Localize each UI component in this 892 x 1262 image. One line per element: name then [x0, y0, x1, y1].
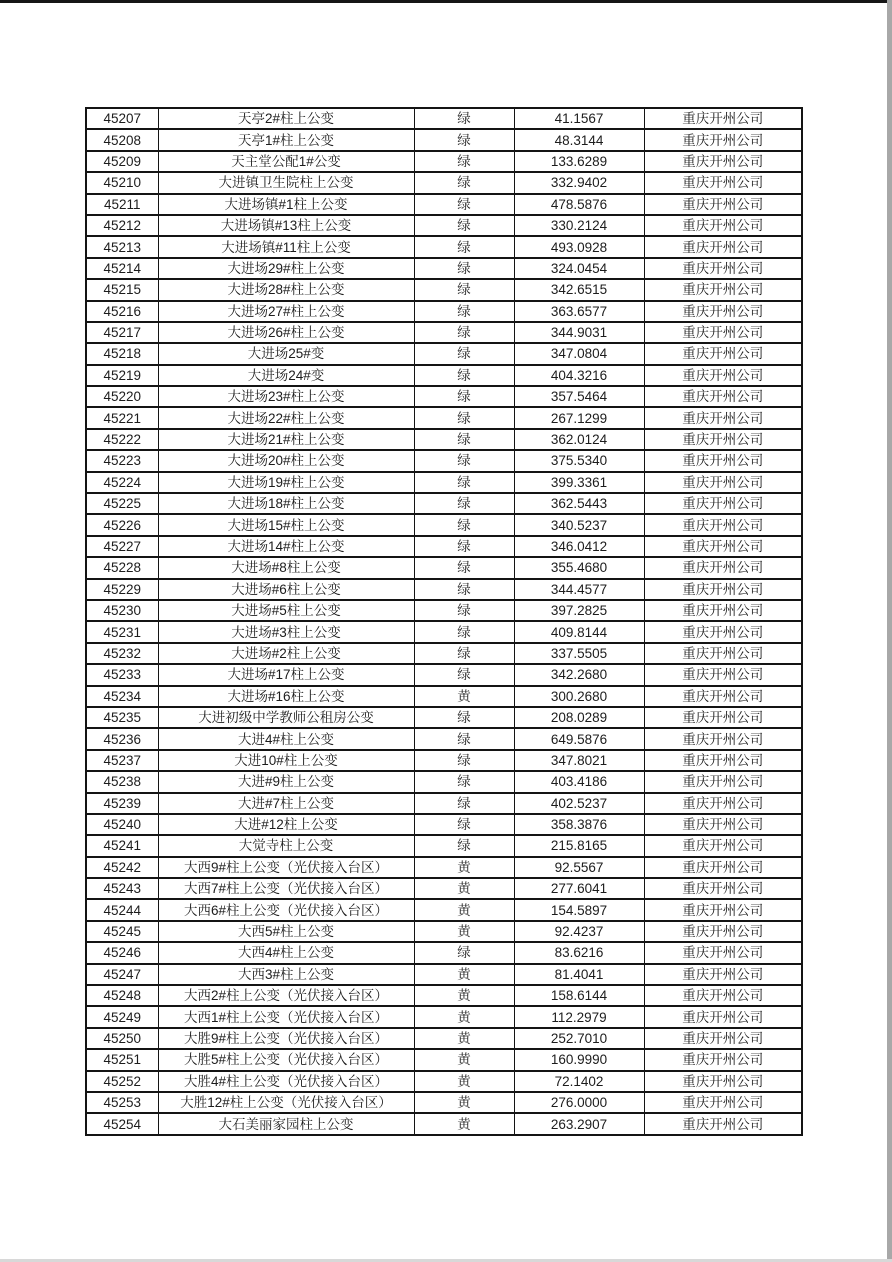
- cell-company: 重庆开州公司: [644, 1049, 802, 1070]
- cell-transformer-name: 大觉寺柱上公变: [158, 835, 414, 856]
- cell-status-color: 绿: [414, 579, 514, 600]
- cell-status-color: 黄: [414, 1092, 514, 1113]
- cell-row-id: 45242: [86, 857, 158, 878]
- cell-status-color: 黄: [414, 1071, 514, 1092]
- cell-status-color: 绿: [414, 108, 514, 129]
- cell-status-color: 绿: [414, 664, 514, 685]
- cell-transformer-name: 大进4#柱上公变: [158, 728, 414, 749]
- cell-value: 493.0928: [514, 236, 644, 257]
- table-row: [86, 1092, 802, 1113]
- table-row: [86, 857, 802, 878]
- cell-status-color: 黄: [414, 1049, 514, 1070]
- cell-status-color: 黄: [414, 899, 514, 920]
- cell-status-color: 黄: [414, 857, 514, 878]
- cell-status-color: 黄: [414, 921, 514, 942]
- cell-value: 358.3876: [514, 814, 644, 835]
- cell-status-color: 绿: [414, 172, 514, 193]
- cell-value: 252.7010: [514, 1028, 644, 1049]
- table-row: [86, 514, 802, 535]
- cell-company: 重庆开州公司: [644, 450, 802, 471]
- cell-company: 重庆开州公司: [644, 899, 802, 920]
- cell-transformer-name: 大进场15#柱上公变: [158, 514, 414, 535]
- table-row: [86, 407, 802, 428]
- cell-company: 重庆开州公司: [644, 686, 802, 707]
- cell-company: 重庆开州公司: [644, 1092, 802, 1113]
- cell-status-color: 绿: [414, 707, 514, 728]
- cell-value: 346.0412: [514, 536, 644, 557]
- cell-transformer-name: 大进#7柱上公变: [158, 793, 414, 814]
- table-row: [86, 793, 802, 814]
- cell-value: 478.5876: [514, 194, 644, 215]
- cell-value: 263.2907: [514, 1113, 644, 1134]
- cell-value: 649.5876: [514, 728, 644, 749]
- table-row: [86, 964, 802, 985]
- cell-status-color: 绿: [414, 514, 514, 535]
- table-row: [86, 236, 802, 257]
- cell-company: 重庆开州公司: [644, 1006, 802, 1027]
- cell-value: 362.5443: [514, 493, 644, 514]
- cell-company: 重庆开州公司: [644, 793, 802, 814]
- cell-value: 324.0454: [514, 258, 644, 279]
- cell-company: 重庆开州公司: [644, 322, 802, 343]
- cell-value: 340.5237: [514, 514, 644, 535]
- cell-row-id: 45248: [86, 985, 158, 1006]
- cell-company: 重庆开州公司: [644, 129, 802, 150]
- cell-company: 重庆开州公司: [644, 643, 802, 664]
- cell-transformer-name: 大西3#柱上公变: [158, 964, 414, 985]
- cell-row-id: 45231: [86, 621, 158, 642]
- cell-transformer-name: 大进场#3柱上公变: [158, 621, 414, 642]
- cell-value: 404.3216: [514, 365, 644, 386]
- cell-transformer-name: 大进场#17柱上公变: [158, 664, 414, 685]
- cell-transformer-name: 大胜5#柱上公变（光伏接入台区）: [158, 1049, 414, 1070]
- table-row: [86, 472, 802, 493]
- cell-value: 363.6577: [514, 301, 644, 322]
- table-row: [86, 1006, 802, 1027]
- cell-company: 重庆开州公司: [644, 664, 802, 685]
- table-row: [86, 1028, 802, 1049]
- cell-row-id: 45234: [86, 686, 158, 707]
- cell-transformer-name: 大进场20#柱上公变: [158, 450, 414, 471]
- cell-transformer-name: 大进场22#柱上公变: [158, 407, 414, 428]
- cell-transformer-name: 大西6#柱上公变（光伏接入台区）: [158, 899, 414, 920]
- table-row: [86, 172, 802, 193]
- cell-value: 342.6515: [514, 279, 644, 300]
- cell-status-color: 绿: [414, 407, 514, 428]
- cell-value: 154.5897: [514, 899, 644, 920]
- cell-value: 267.1299: [514, 407, 644, 428]
- cell-transformer-name: 大西1#柱上公变（光伏接入台区）: [158, 1006, 414, 1027]
- table-row: [86, 750, 802, 771]
- cell-row-id: 45230: [86, 600, 158, 621]
- cell-transformer-name: 大胜12#柱上公变（光伏接入台区）: [158, 1092, 414, 1113]
- table-row: [86, 450, 802, 471]
- cell-company: 重庆开州公司: [644, 557, 802, 578]
- cell-company: 重庆开州公司: [644, 728, 802, 749]
- cell-value: 337.5505: [514, 643, 644, 664]
- cell-status-color: 绿: [414, 536, 514, 557]
- cell-value: 344.4577: [514, 579, 644, 600]
- cell-value: 208.0289: [514, 707, 644, 728]
- cell-transformer-name: 大石美丽家园柱上公变: [158, 1113, 414, 1134]
- cell-company: 重庆开州公司: [644, 194, 802, 215]
- cell-company: 重庆开州公司: [644, 771, 802, 792]
- cell-value: 409.8144: [514, 621, 644, 642]
- cell-transformer-name: 大进场#5柱上公变: [158, 600, 414, 621]
- cell-company: 重庆开州公司: [644, 750, 802, 771]
- cell-row-id: 45210: [86, 172, 158, 193]
- cell-value: 83.6216: [514, 942, 644, 963]
- cell-value: 402.5237: [514, 793, 644, 814]
- cell-status-color: 绿: [414, 621, 514, 642]
- cell-status-color: 绿: [414, 343, 514, 364]
- cell-company: 重庆开州公司: [644, 472, 802, 493]
- table-row: [86, 1113, 802, 1134]
- table-row: [86, 386, 802, 407]
- cell-value: 92.5567: [514, 857, 644, 878]
- cell-status-color: 绿: [414, 215, 514, 236]
- cell-company: 重庆开州公司: [644, 215, 802, 236]
- cell-status-color: 黄: [414, 1113, 514, 1134]
- table-row: [86, 835, 802, 856]
- cell-row-id: 45246: [86, 942, 158, 963]
- cell-row-id: 45232: [86, 643, 158, 664]
- cell-status-color: 绿: [414, 301, 514, 322]
- table-row: [86, 429, 802, 450]
- cell-row-id: 45241: [86, 835, 158, 856]
- cell-company: 重庆开州公司: [644, 707, 802, 728]
- cell-status-color: 绿: [414, 728, 514, 749]
- cell-row-id: 45233: [86, 664, 158, 685]
- cell-company: 重庆开州公司: [644, 279, 802, 300]
- cell-row-id: 45253: [86, 1092, 158, 1113]
- cell-row-id: 45211: [86, 194, 158, 215]
- cell-value: 300.2680: [514, 686, 644, 707]
- table-row: [86, 686, 802, 707]
- cell-company: 重庆开州公司: [644, 236, 802, 257]
- cell-value: 403.4186: [514, 771, 644, 792]
- cell-value: 92.4237: [514, 921, 644, 942]
- cell-transformer-name: 大进场28#柱上公变: [158, 279, 414, 300]
- cell-transformer-name: 大进10#柱上公变: [158, 750, 414, 771]
- cell-company: 重庆开州公司: [644, 621, 802, 642]
- cell-row-id: 45237: [86, 750, 158, 771]
- cell-value: 342.2680: [514, 664, 644, 685]
- cell-value: 397.2825: [514, 600, 644, 621]
- cell-row-id: 45207: [86, 108, 158, 129]
- cell-transformer-name: 大进镇卫生院柱上公变: [158, 172, 414, 193]
- cell-row-id: 45221: [86, 407, 158, 428]
- table-row: [86, 129, 802, 150]
- cell-transformer-name: 大西2#柱上公变（光伏接入台区）: [158, 985, 414, 1006]
- cell-row-id: 45220: [86, 386, 158, 407]
- cell-status-color: 绿: [414, 793, 514, 814]
- cell-company: 重庆开州公司: [644, 1028, 802, 1049]
- cell-company: 重庆开州公司: [644, 301, 802, 322]
- cell-value: 355.4680: [514, 557, 644, 578]
- cell-company: 重庆开州公司: [644, 1071, 802, 1092]
- cell-transformer-name: 天主堂公配1#公变: [158, 151, 414, 172]
- page-top-edge-line: [0, 0, 892, 3]
- table-row: [86, 942, 802, 963]
- cell-row-id: 45223: [86, 450, 158, 471]
- table-row: [86, 1049, 802, 1070]
- cell-value: 347.8021: [514, 750, 644, 771]
- cell-company: 重庆开州公司: [644, 407, 802, 428]
- table-row: [86, 365, 802, 386]
- table-row: [86, 643, 802, 664]
- cell-company: 重庆开州公司: [644, 814, 802, 835]
- cell-row-id: 45229: [86, 579, 158, 600]
- table-row: [86, 985, 802, 1006]
- table-row: [86, 664, 802, 685]
- cell-row-id: 45238: [86, 771, 158, 792]
- table-row: [86, 279, 802, 300]
- cell-row-id: 45219: [86, 365, 158, 386]
- cell-company: 重庆开州公司: [644, 429, 802, 450]
- cell-status-color: 绿: [414, 771, 514, 792]
- cell-value: 362.0124: [514, 429, 644, 450]
- cell-row-id: 45240: [86, 814, 158, 835]
- cell-row-id: 45215: [86, 279, 158, 300]
- cell-transformer-name: 大进场24#变: [158, 365, 414, 386]
- cell-row-id: 45250: [86, 1028, 158, 1049]
- cell-status-color: 绿: [414, 600, 514, 621]
- cell-company: 重庆开州公司: [644, 365, 802, 386]
- cell-row-id: 45252: [86, 1071, 158, 1092]
- cell-row-id: 45236: [86, 728, 158, 749]
- cell-transformer-name: 大进场#2柱上公变: [158, 643, 414, 664]
- table-row: [86, 301, 802, 322]
- cell-status-color: 绿: [414, 835, 514, 856]
- cell-company: 重庆开州公司: [644, 921, 802, 942]
- table-row: [86, 899, 802, 920]
- cell-row-id: 45254: [86, 1113, 158, 1134]
- cell-transformer-name: 大进场#8柱上公变: [158, 557, 414, 578]
- cell-transformer-name: 大进场14#柱上公变: [158, 536, 414, 557]
- table-row: [86, 215, 802, 236]
- cell-value: 347.0804: [514, 343, 644, 364]
- cell-value: 160.9990: [514, 1049, 644, 1070]
- table-row: [86, 258, 802, 279]
- cell-row-id: 45245: [86, 921, 158, 942]
- cell-transformer-name: 大胜9#柱上公变（光伏接入台区）: [158, 1028, 414, 1049]
- cell-status-color: 绿: [414, 557, 514, 578]
- cell-transformer-name: 大西9#柱上公变（光伏接入台区）: [158, 857, 414, 878]
- cell-status-color: 绿: [414, 450, 514, 471]
- cell-row-id: 45218: [86, 343, 158, 364]
- cell-status-color: 绿: [414, 750, 514, 771]
- cell-value: 133.6289: [514, 151, 644, 172]
- cell-row-id: 45224: [86, 472, 158, 493]
- cell-row-id: 45213: [86, 236, 158, 257]
- cell-row-id: 45208: [86, 129, 158, 150]
- cell-transformer-name: 大进场23#柱上公变: [158, 386, 414, 407]
- cell-company: 重庆开州公司: [644, 985, 802, 1006]
- cell-transformer-name: 大进场#16柱上公变: [158, 686, 414, 707]
- cell-row-id: 45209: [86, 151, 158, 172]
- cell-value: 81.4041: [514, 964, 644, 985]
- cell-company: 重庆开州公司: [644, 942, 802, 963]
- cell-row-id: 45212: [86, 215, 158, 236]
- table-row: [86, 814, 802, 835]
- cell-status-color: 黄: [414, 1006, 514, 1027]
- cell-status-color: 绿: [414, 236, 514, 257]
- cell-transformer-name: 大进场镇#13柱上公变: [158, 215, 414, 236]
- cell-value: 215.8165: [514, 835, 644, 856]
- cell-value: 277.6041: [514, 878, 644, 899]
- table-row: [86, 621, 802, 642]
- cell-row-id: 45227: [86, 536, 158, 557]
- cell-row-id: 45247: [86, 964, 158, 985]
- table-row: [86, 878, 802, 899]
- cell-company: 重庆开州公司: [644, 536, 802, 557]
- cell-transformer-name: 大西5#柱上公变: [158, 921, 414, 942]
- cell-value: 330.2124: [514, 215, 644, 236]
- cell-status-color: 绿: [414, 493, 514, 514]
- table-row: [86, 108, 802, 129]
- cell-company: 重庆开州公司: [644, 493, 802, 514]
- cell-company: 重庆开州公司: [644, 343, 802, 364]
- cell-company: 重庆开州公司: [644, 172, 802, 193]
- cell-transformer-name: 大进场26#柱上公变: [158, 322, 414, 343]
- cell-transformer-name: 大西4#柱上公变: [158, 942, 414, 963]
- cell-transformer-name: 大进场27#柱上公变: [158, 301, 414, 322]
- cell-transformer-name: 大进#12柱上公变: [158, 814, 414, 835]
- table-row: [86, 600, 802, 621]
- cell-status-color: 黄: [414, 1028, 514, 1049]
- cell-company: 重庆开州公司: [644, 964, 802, 985]
- cell-value: 332.9402: [514, 172, 644, 193]
- cell-status-color: 黄: [414, 686, 514, 707]
- table-row: [86, 343, 802, 364]
- transformer-data-table: [85, 107, 803, 1136]
- cell-status-color: 黄: [414, 964, 514, 985]
- cell-value: 399.3361: [514, 472, 644, 493]
- cell-transformer-name: 大进场19#柱上公变: [158, 472, 414, 493]
- cell-company: 重庆开州公司: [644, 151, 802, 172]
- cell-company: 重庆开州公司: [644, 579, 802, 600]
- cell-company: 重庆开州公司: [644, 514, 802, 535]
- cell-status-color: 绿: [414, 386, 514, 407]
- cell-transformer-name: 大进场#6柱上公变: [158, 579, 414, 600]
- cell-transformer-name: 天亭2#柱上公变: [158, 108, 414, 129]
- cell-row-id: 45225: [86, 493, 158, 514]
- table-row: [86, 536, 802, 557]
- cell-value: 48.3144: [514, 129, 644, 150]
- cell-transformer-name: 大进场25#变: [158, 343, 414, 364]
- cell-row-id: 45251: [86, 1049, 158, 1070]
- table-row: [86, 921, 802, 942]
- cell-value: 41.1567: [514, 108, 644, 129]
- cell-row-id: 45217: [86, 322, 158, 343]
- cell-row-id: 45243: [86, 878, 158, 899]
- cell-status-color: 黄: [414, 985, 514, 1006]
- cell-row-id: 45222: [86, 429, 158, 450]
- cell-row-id: 45244: [86, 899, 158, 920]
- cell-status-color: 黄: [414, 878, 514, 899]
- cell-status-color: 绿: [414, 429, 514, 450]
- table-body: [86, 108, 802, 1135]
- cell-status-color: 绿: [414, 194, 514, 215]
- table-row: [86, 771, 802, 792]
- cell-transformer-name: 大西7#柱上公变（光伏接入台区）: [158, 878, 414, 899]
- cell-row-id: 45249: [86, 1006, 158, 1027]
- table-row: [86, 579, 802, 600]
- cell-transformer-name: 大进场18#柱上公变: [158, 493, 414, 514]
- cell-transformer-name: 大进#9柱上公变: [158, 771, 414, 792]
- cell-transformer-name: 大胜4#柱上公变（光伏接入台区）: [158, 1071, 414, 1092]
- cell-value: 112.2979: [514, 1006, 644, 1027]
- cell-transformer-name: 大进场29#柱上公变: [158, 258, 414, 279]
- cell-status-color: 绿: [414, 643, 514, 664]
- table-row: [86, 493, 802, 514]
- cell-transformer-name: 大进场镇#1柱上公变: [158, 194, 414, 215]
- cell-status-color: 绿: [414, 472, 514, 493]
- cell-row-id: 45235: [86, 707, 158, 728]
- cell-status-color: 绿: [414, 151, 514, 172]
- cell-row-id: 45216: [86, 301, 158, 322]
- cell-company: 重庆开州公司: [644, 835, 802, 856]
- table-row: [86, 728, 802, 749]
- cell-status-color: 绿: [414, 814, 514, 835]
- cell-value: 276.0000: [514, 1092, 644, 1113]
- cell-status-color: 绿: [414, 258, 514, 279]
- cell-company: 重庆开州公司: [644, 857, 802, 878]
- table-row: [86, 322, 802, 343]
- table-row: [86, 1071, 802, 1092]
- cell-transformer-name: 天亭1#柱上公变: [158, 129, 414, 150]
- cell-company: 重庆开州公司: [644, 108, 802, 129]
- cell-row-id: 45214: [86, 258, 158, 279]
- page-right-edge-shadow: [887, 0, 892, 1262]
- cell-company: 重庆开州公司: [644, 878, 802, 899]
- cell-row-id: 45239: [86, 793, 158, 814]
- cell-row-id: 45228: [86, 557, 158, 578]
- cell-status-color: 绿: [414, 942, 514, 963]
- cell-value: 158.6144: [514, 985, 644, 1006]
- cell-company: 重庆开州公司: [644, 1113, 802, 1134]
- cell-company: 重庆开州公司: [644, 386, 802, 407]
- cell-value: 357.5464: [514, 386, 644, 407]
- cell-status-color: 绿: [414, 129, 514, 150]
- cell-company: 重庆开州公司: [644, 600, 802, 621]
- cell-status-color: 绿: [414, 365, 514, 386]
- cell-transformer-name: 大进场21#柱上公变: [158, 429, 414, 450]
- cell-status-color: 绿: [414, 322, 514, 343]
- table-row: [86, 557, 802, 578]
- cell-value: 375.5340: [514, 450, 644, 471]
- cell-row-id: 45226: [86, 514, 158, 535]
- cell-status-color: 绿: [414, 279, 514, 300]
- table-row: [86, 194, 802, 215]
- table-row: [86, 151, 802, 172]
- cell-value: 72.1402: [514, 1071, 644, 1092]
- cell-transformer-name: 大进场镇#11柱上公变: [158, 236, 414, 257]
- table-row: [86, 707, 802, 728]
- cell-company: 重庆开州公司: [644, 258, 802, 279]
- cell-transformer-name: 大进初级中学教师公租房公变: [158, 707, 414, 728]
- cell-value: 344.9031: [514, 322, 644, 343]
